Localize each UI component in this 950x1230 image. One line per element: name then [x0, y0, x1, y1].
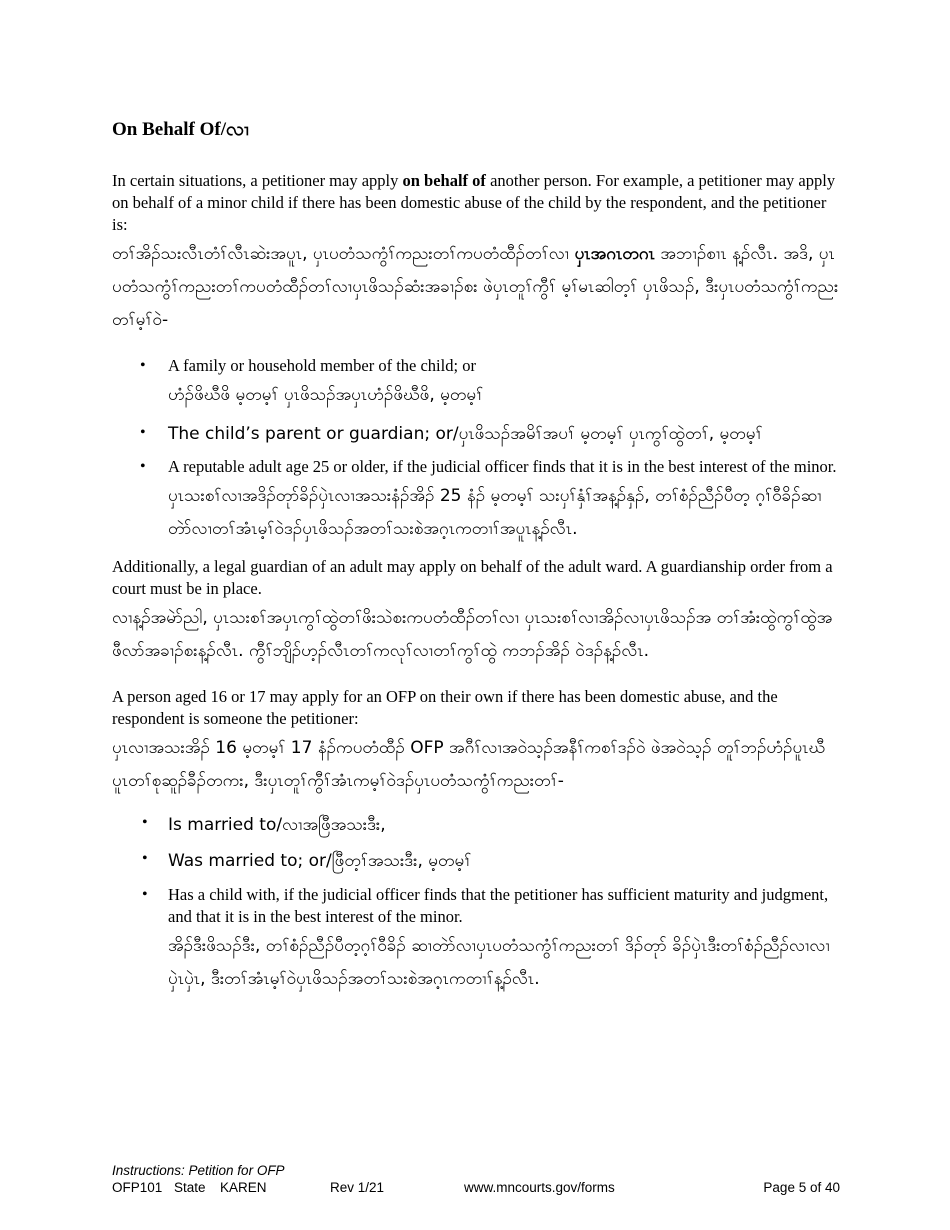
- footer-state: State: [174, 1180, 206, 1195]
- footer-revision: Rev 1/21: [330, 1180, 385, 1195]
- list-item: [112, 355, 840, 412]
- list-item-karen: ဟံၣ်ဖိဃီဖိ မ့တမ့ၢ် ပှၤဖိသၣ်အပှၤဟံၣ်ဖိဃီဖိ, မ့တမ့ၢ်: [168, 385, 484, 405]
- bullet-icon: •: [140, 424, 146, 441]
- bullet-icon: •: [142, 814, 148, 831]
- list-item: [56, 848, 840, 874]
- main-content: [112, 118, 840, 1006]
- list-item-english: Is married to/လၢအဖြီအသးဒီး,: [168, 815, 386, 835]
- guardian-paragraph: [112, 556, 840, 668]
- page-footer: [112, 1162, 840, 1196]
- footer-page-number: Page 5 of 40: [763, 1180, 840, 1195]
- list-item-karen: အိၣ်ဒီးဖိသၣ်ဒီး, တၢ်စံၣ်ညီၣ်ပီတ့ဂ့ၢ်ဝီခိၣ် ဆၢတဲာ်လၢပှၤပတံသကွံၢ်ကညးတၢ် ဒိၣ်တုာ် ခိၣ်ပှဲၤဒီးတၢ်စံၣ်ညီၣ်လၢလၢပှဲၤပှဲၤ, ဒီးတၢ်အံၤမ့ၢ်ဝဲပှၤဖိသၣ်အတၢ်သးစဲအဂ့ၤကတၢၢ်န့ၣ်လီၤ.: [168, 936, 830, 989]
- footer-form-number: OFP101: [112, 1180, 163, 1195]
- bullet-icon: •: [140, 357, 146, 374]
- intro-karen: [112, 238, 840, 337]
- minor-english: A person aged 16 or 17 may apply for an OFP on their own if there has been domestic abuse, and the respondent is someone the petitioner:: [112, 687, 778, 728]
- footer-url[interactable]: www.mncourts.gov/forms: [464, 1180, 615, 1195]
- minor-paragraph: [112, 686, 840, 798]
- list-item: [56, 812, 840, 838]
- section-heading: On Behalf Of/လၢ: [112, 119, 249, 140]
- intro-en-text: In certain situations, a petitioner may apply: [112, 171, 403, 190]
- intro-en-bold: on behalf of: [402, 171, 486, 190]
- list-item-karen: ပှၤသးစၢ်လၢအဒိၣ်တုာ်ခိၣ်ပှဲၤလၢအသးနံၣ်အိၣ် 25 နံၣ် မ့တမ့ၢ် သးပှၢ်နှံၢ်အန့ၣ်နှၣ်, တၢ်စံၣ်ညီၣ်ပီတ့ ဂ့ၢ်ဝီခိၣ်ဆၢတဲာ်လၢတၢ်အံၤမ့ၢ်ဝဲဒၣ်ပှၤဖိသၣ်အတၢ်သးစဲအဂ့ၤကတၢၢ်အပူၤန့ၣ်လီၤ.: [168, 486, 822, 539]
- footer-language: KAREN: [220, 1180, 267, 1195]
- bullet-icon: •: [140, 458, 146, 475]
- list-item-english: A reputable adult age 25 or older, if the judicial officer finds that it is in the best interest of the minor.: [168, 457, 837, 476]
- petitioner-relationship-list: [112, 355, 840, 546]
- list-item: [112, 422, 840, 446]
- guardian-karen: လၢန့ၣ်အမဲာ်ညါ, ပှၤသးစၢ်အပှၤကွၢ်ထွဲတၢ်ဖိးသဲစးကပတံထီၣ်တၢ်လၢ ပှၤသးစၢ်လၢအိၣ်လၢပှၤဖိသၣ်အ တၢ်အံးထွဲကွၢ်ထွဲအဖီလာ်အခၢၣ်စးန့ၣ်လီၤ. ကွီၢ်ဘျိၣ်ဟ့ၣ်လီၤတၢ်ကလုၢ်လၢတၢ်ကွၢ်ထွဲ ကဘၣ်အိၣ် ဝဲဒၣ်န့ၣ်လီၤ.: [112, 608, 833, 661]
- respondent-relationship-list: [56, 812, 840, 996]
- bullet-icon: •: [142, 850, 148, 867]
- intro-paragraph: [112, 170, 840, 337]
- list-item-english: A family or household member of the child; or: [168, 356, 476, 375]
- list-item-english: Has a child with, if the judicial officer finds that the petitioner has sufficient maturity and judgment, and that it is in the best interest of the minor.: [168, 885, 829, 926]
- minor-karen: ပှၤလၢအသးအိၣ် 16 မ့တမ့ၢ် 17 နံၣ်ကပတံထီၣ် OFP အဂီၢ်လၢအဝဲသ့ၣ်အနီၢ်ကစၢ်ဒၣ်ဝဲ ဖဲအဝဲသ့ၣ် တူၢ်ဘၣ်ဟံၣ်ပူၤဃီပူၤတၢ်စုဆူၣ်ခီၣ်တကး, ဒီးပှၤတူၢ်ကွီၢ်အံၤကမ့ၢ်ဝဲဒၣ်ပှၤပတံသကွံၢ်ကညးတၢ်-: [112, 738, 826, 791]
- footer-document-title: Instructions: Petition for OFP: [112, 1163, 285, 1178]
- intro-kr-text-2: အဘၢၣ်စၢၤ န့ၣ်လီၤ. အဒိ, ပှၤပတံသကွံၢ်ကညးတၢ်ကပတံထီၣ်တၢ်လၢပှၤဖိသၣ်ဆံးအခၢၣ်စး ဖဲပှၤတူၢ်ကွီၢ် မ့ၢ်မၤဆါတ့ၢ် ပှၤဖိသၣ်, ဒီးပှၤပတံသကွံၢ်ကညးတၢ်မ့ၢ်ဝဲ-: [112, 244, 839, 330]
- list-item: [56, 884, 840, 996]
- intro-english: [112, 170, 840, 236]
- intro-en-text-2: another person. For example, a petitioner may apply on behalf of a minor child if there has been domestic abuse of the child by the respondent, and the petitioner is:: [112, 171, 836, 234]
- list-item-english: The child’s parent or guardian; or/ပှၤဖိသၣ်အမိၢ်အပၢ် မ့တမ့ၢ် ပှၤကွၢ်ထွဲတၢ်, မ့တမ့ၢ်: [168, 424, 763, 444]
- list-item: [112, 456, 840, 546]
- intro-kr-text: တၢ်အိၣ်သးလီၤတံၢ်လီၤဆဲးအပူၤ, ပှၤပတံသကွံၢ်ကညးတၢ်ကပတံထီၣ်တၢ်လၢ: [112, 244, 575, 264]
- footer-info-row: [112, 1179, 840, 1196]
- bullet-icon: •: [142, 886, 148, 903]
- guardian-english: Additionally, a legal guardian of an adult may apply on behalf of the adult ward. A guardianship order from a court must be in place.: [112, 557, 833, 598]
- list-item-english: Was married to; or/ဖြီတ့ၢ်အသးဒီး, မ့တမ့ၢ်: [168, 851, 472, 871]
- intro-kr-bold: ပှၤအဂၤတဂၤ: [574, 244, 655, 264]
